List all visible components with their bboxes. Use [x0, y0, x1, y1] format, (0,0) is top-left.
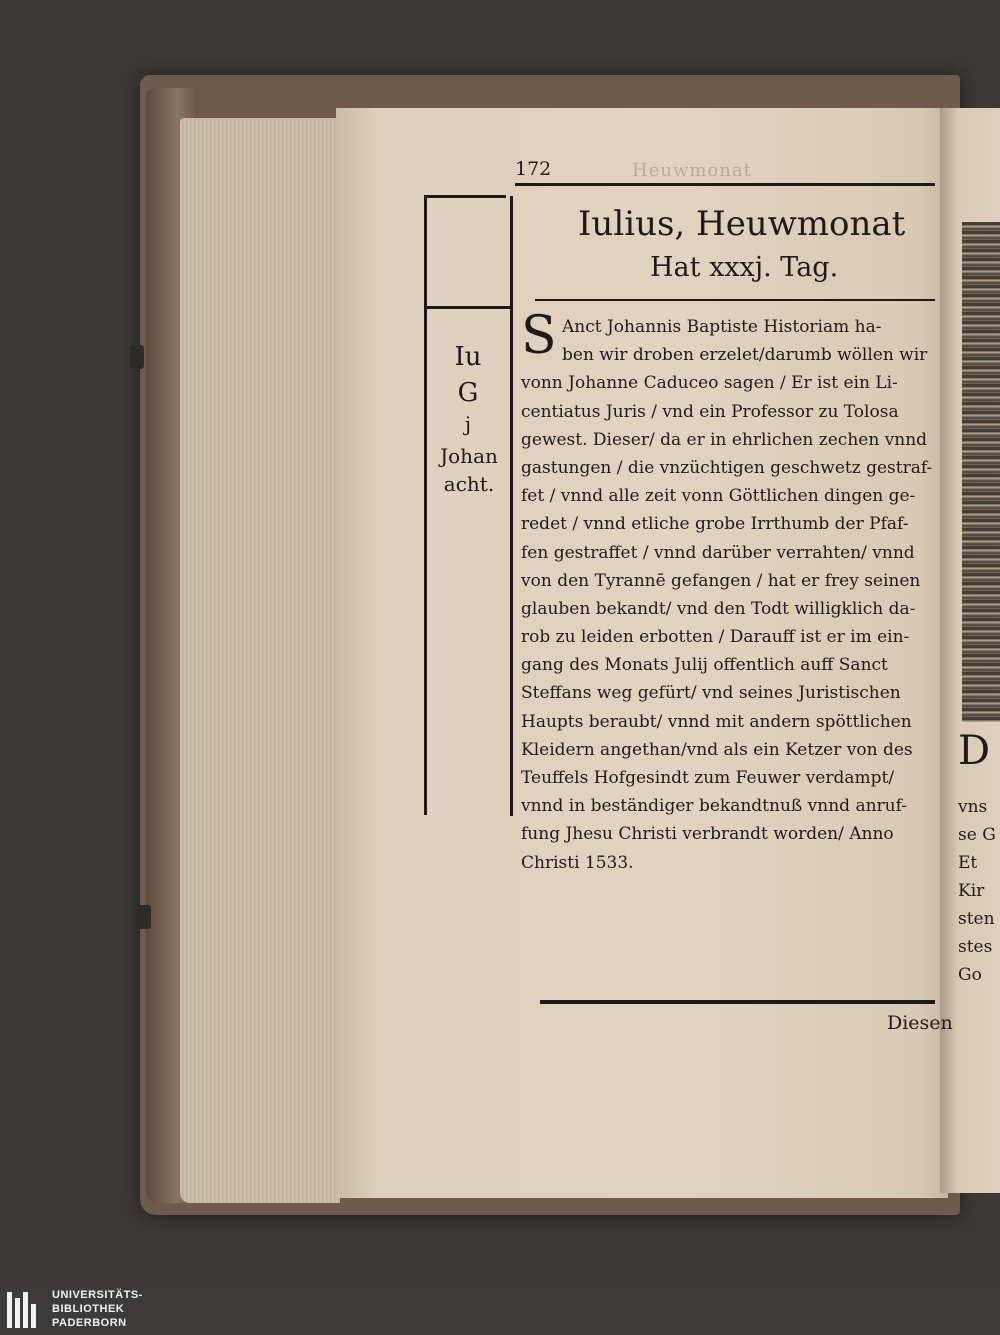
text-line: gewest. Dieser/ da er in ehrlichen zechen vnnd: [521, 429, 928, 450]
logo-line: UNIVERSITÄTS-: [52, 1289, 143, 1301]
margin-note-month: Iu: [454, 342, 482, 372]
text-line: vnnd in beständiger bekandtnuß vnnd anruf-: [521, 796, 908, 817]
catchword: Diesen: [887, 1012, 953, 1034]
margin-note-day: j: [464, 412, 472, 436]
margin-divider-rule: [426, 306, 510, 309]
page-block-edge: [180, 118, 340, 1203]
text-line: ben wir droben erzelet/darumb wöllen wir: [562, 345, 928, 366]
right-page-dropcap: D: [958, 728, 991, 774]
text-line: Kleidern angethan/vnd als ein Ketzer von des: [521, 739, 913, 760]
text-line: gang des Monats Julij offentlich auff Sanct: [521, 655, 888, 676]
woodcut-illustration: [962, 222, 1000, 722]
text-line: von den Tyrannē gefangen / hat er frey seinen: [521, 570, 921, 591]
page-title: Iulius, Heuwmonat: [578, 204, 906, 244]
margin-top-rule: [426, 195, 506, 198]
margin-note-octave: acht.: [443, 472, 495, 496]
text-line: centiatus Juris / vnd ein Professor zu Tolosa: [521, 401, 899, 422]
margin-right-rule: [510, 196, 513, 816]
library-logo-icon: [5, 1290, 43, 1330]
right-page-fragment: se G: [958, 825, 996, 845]
body-text: [521, 306, 939, 877]
page-number: 172: [515, 158, 552, 180]
title-rule: [535, 299, 935, 301]
text-line: Christi 1533.: [521, 852, 634, 873]
right-page-fragment: sten: [958, 909, 995, 929]
logo-line: PADERBORN: [52, 1317, 127, 1329]
text-line: redet / vnnd etliche grobe Irrthumb der Pfaf-: [521, 514, 909, 535]
right-page-fragment: Kir: [958, 881, 985, 901]
margin-left-rule: [424, 195, 427, 815]
footer-rule: [540, 1000, 935, 1004]
library-logo-text: [52, 1288, 143, 1330]
logo-line: BIBLIOTHEK: [52, 1303, 125, 1315]
margin-note-name: Johan: [440, 444, 498, 468]
text-line: vonn Johanne Caduceo sagen / Er ist ein Li-: [521, 373, 898, 394]
text-line: fet / vnnd alle zeit vonn Göttlichen dingen ge-: [521, 486, 916, 507]
text-line: glauben bekandt/ vnd den Todt willigklich da-: [521, 598, 916, 619]
text-line: Anct Johannis Baptiste Historiam ha-: [562, 317, 882, 337]
clasp-top: [130, 345, 144, 369]
text-line: Teuffels Hofgesindt zum Feuwer verdampt/: [521, 768, 895, 788]
right-page-fragment: vns: [958, 797, 988, 817]
clasp-bottom: [137, 905, 151, 929]
text-line: fung Jhesu Christi verbrandt worden/ Anno: [521, 824, 894, 845]
header-rule: [515, 183, 935, 186]
footer-bar: [0, 1285, 1000, 1335]
text-line: Haupts beraubt/ vnnd mit andern spöttlichen: [521, 711, 912, 732]
right-page-fragment: stes: [958, 937, 993, 957]
bleed-through-text: Heuwmonat: [632, 160, 752, 181]
page-subtitle: Hat xxxj. Tag.: [650, 252, 839, 283]
text-line: gastungen / die vnzüchtigen geschwetz gestraf-: [521, 457, 933, 478]
text-line: rob zu leiden erbotten / Darauff ist er im ein-: [521, 627, 910, 648]
right-page-fragment: Go: [958, 965, 982, 985]
text-line: Steffans weg gefürt/ vnd seines Juristischen: [521, 683, 901, 704]
right-page-fragment: Et: [958, 853, 978, 873]
drop-capital: S: [521, 306, 557, 366]
margin-note-letter: G: [457, 378, 479, 408]
text-line: fen gestraffet / vnnd darüber verrahten/ vnnd: [521, 542, 915, 563]
